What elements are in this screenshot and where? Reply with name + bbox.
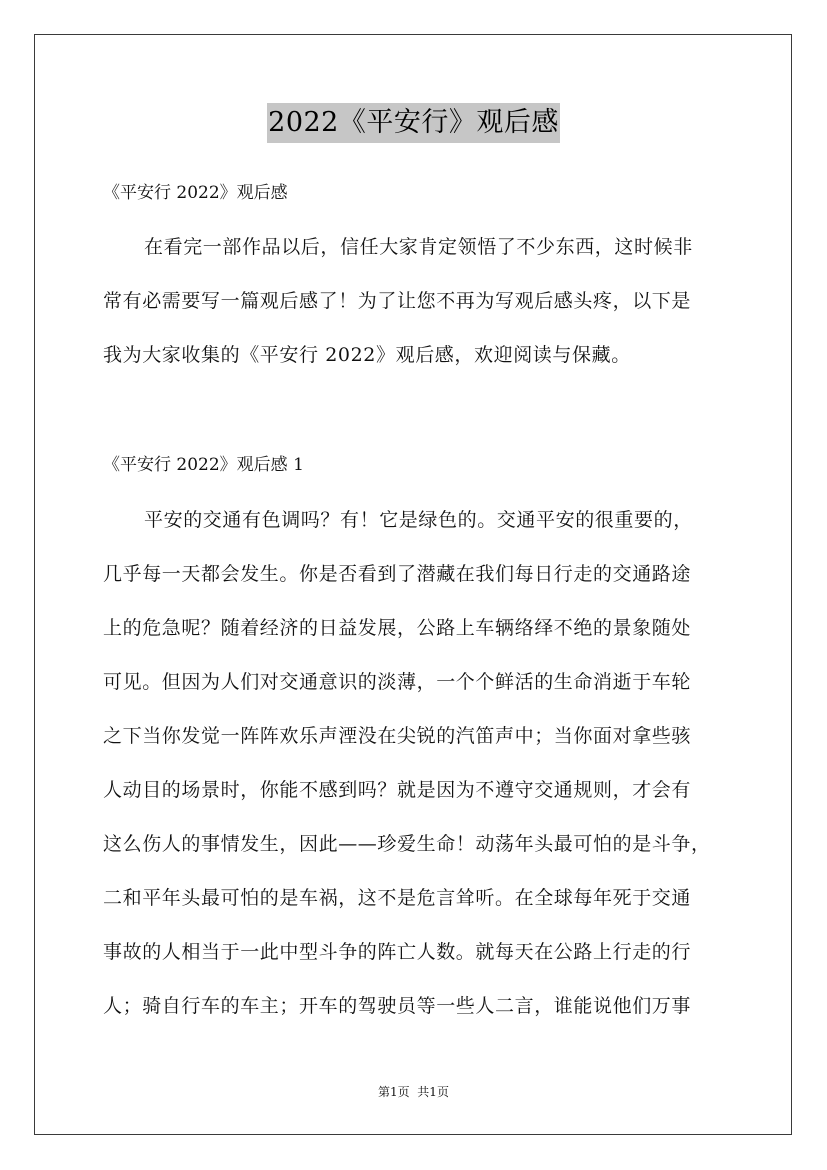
section-heading: 《平安行 2022》观后感 1 [103,455,304,475]
intro-paragraph [103,220,743,382]
paragraph-line: 之下当你发觉一阵阵欢乐声湮没在尖锐的汽笛声中；当你面对拿些骇 [103,725,692,747]
paragraph-line: 上的危急呢？随着经济的日益发展，公路上车辆络绎不绝的景象随处 [103,617,692,639]
paragraph-line: 几乎每一天都会发生。你是否看到了潜藏在我们每日行走的交通路途 [103,563,692,585]
paragraph-line: 我为大家收集的《平安行 2022》观后感，欢迎阅读与保藏。 [103,344,631,366]
paragraph-line: 在看完一部作品以后，信任大家肯定领悟了不少东西，这时候非 [144,236,693,258]
paragraph-line: 这么伤人的事情发生，因此——珍爱生命！动荡年头最可怕的是斗争， [103,833,711,855]
paragraph-line: 人；骑自行车的车主；开车的驾驶员等一些人二言，谁能说他们万事 [103,995,692,1017]
page-footer: 第1页 共1页 [378,1085,449,1099]
title-container [0,103,827,143]
document-title: 2022《平安行》观后感 [267,103,560,143]
paragraph-line: 平安的交通有色调吗？有！它是绿色的。交通平安的很重要的， [144,509,693,531]
paragraph-line: 可见。但因为人们对交通意识的淡薄，一个个鲜活的生命消逝于车轮 [103,671,692,693]
body-paragraph [103,493,743,1033]
paragraph-line: 常有必需要写一篇观后感了！为了让您不再为写观后感头疼，以下是 [103,290,692,312]
paragraph-line: 人动目的场景时，你能不感到吗？就是因为不遵守交通规则，才会有 [103,779,692,801]
paragraph-line: 二和平年头最可怕的是车祸，这不是危言耸听。在全球每年死于交通 [103,887,692,909]
paragraph-line: 事故的人相当于一此中型斗争的阵亡人数。就每天在公路上行走的行 [103,941,692,963]
document-subtitle: 《平安行 2022》观后感 [103,183,288,203]
